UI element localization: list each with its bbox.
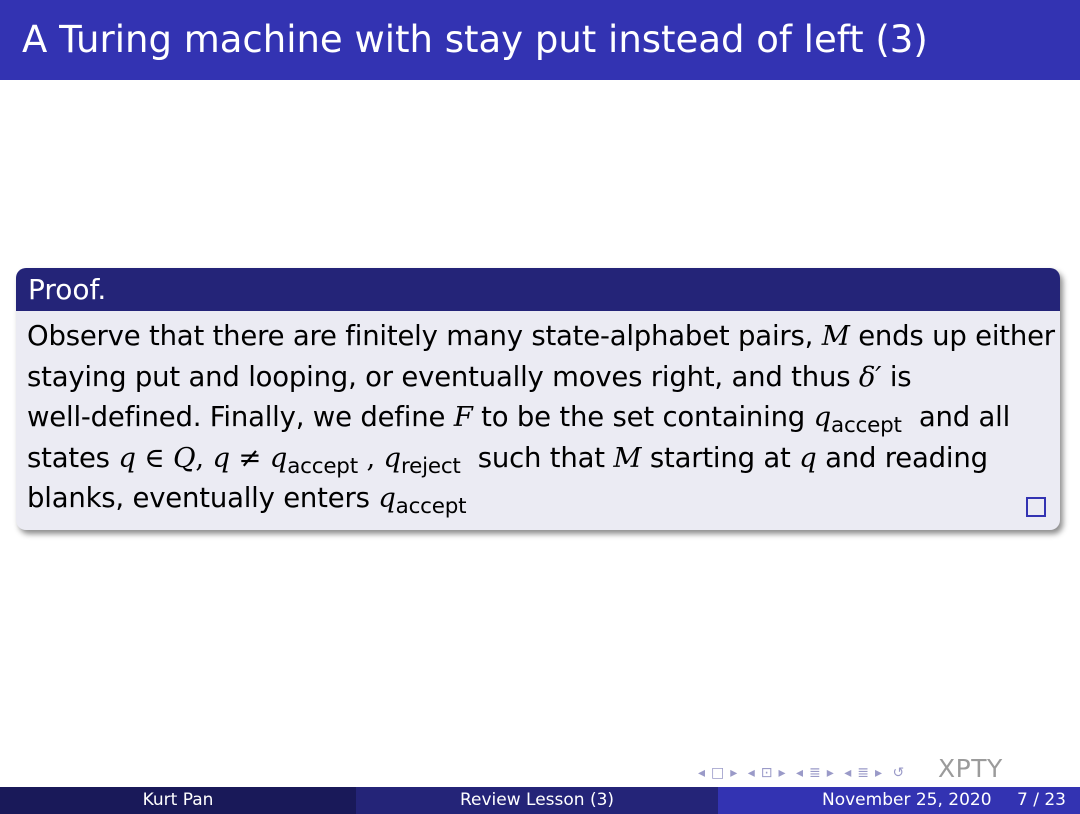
nav-next-subsection-icon[interactable]: ▸ (778, 765, 786, 781)
watermark: XPTY (938, 754, 1003, 783)
proof-line-3: well-defined. Finally, we define F to be the set containing $q_{accept}$ and all (27, 401, 1011, 438)
footer-author: Kurt Pan (0, 787, 356, 814)
beamer-navigation (698, 762, 1078, 784)
nav-doc-icon[interactable]: ≣ (857, 765, 870, 781)
slide-footer (0, 787, 1080, 814)
nav-next-doc-icon[interactable]: ▸ (875, 765, 883, 781)
nav-next-frame-icon[interactable]: ▸ (730, 765, 738, 781)
nav-prev-section-icon[interactable]: ◂ (796, 765, 804, 781)
nav-search-back-icon[interactable]: ↺ (892, 765, 905, 781)
nav-prev-frame-icon[interactable]: ◂ (698, 765, 706, 781)
nav-prev-subsection-icon[interactable]: ◂ (747, 765, 755, 781)
footer-page-number: 7 / 23 (1017, 790, 1066, 810)
nav-prev-doc-icon[interactable]: ◂ (844, 765, 852, 781)
qed-square-icon (1026, 497, 1046, 517)
proof-block (16, 268, 1060, 530)
proof-line-2: staying put and looping, or eventually moves right, and thus δ′ is (27, 360, 912, 393)
proof-body (16, 311, 1060, 519)
proof-line-4: states q ∈ Q, $q \ne q_{accept}$ , $q_{reject}$ such that M starting at q and reading (27, 441, 988, 479)
nav-frame-icon[interactable]: □ (711, 765, 725, 781)
nav-subsection-icon[interactable]: ⊡ (760, 765, 773, 781)
slide-title: A Turing machine with stay put instead of left (3) (0, 0, 1080, 80)
footer-title: Review Lesson (3) (356, 787, 718, 814)
proof-header: Proof. (16, 268, 1060, 311)
nav-section-icon[interactable]: ≣ (809, 765, 821, 781)
nav-next-section-icon[interactable]: ▸ (826, 765, 834, 781)
proof-line-5: blanks, eventually enters $q_{accept}$ (27, 482, 467, 519)
footer-date: November 25, 2020 (822, 790, 992, 810)
proof-line-1: Observe that there are finitely many state-alphabet pairs, M ends up either (27, 320, 1055, 352)
footer-date-page (718, 787, 1080, 814)
